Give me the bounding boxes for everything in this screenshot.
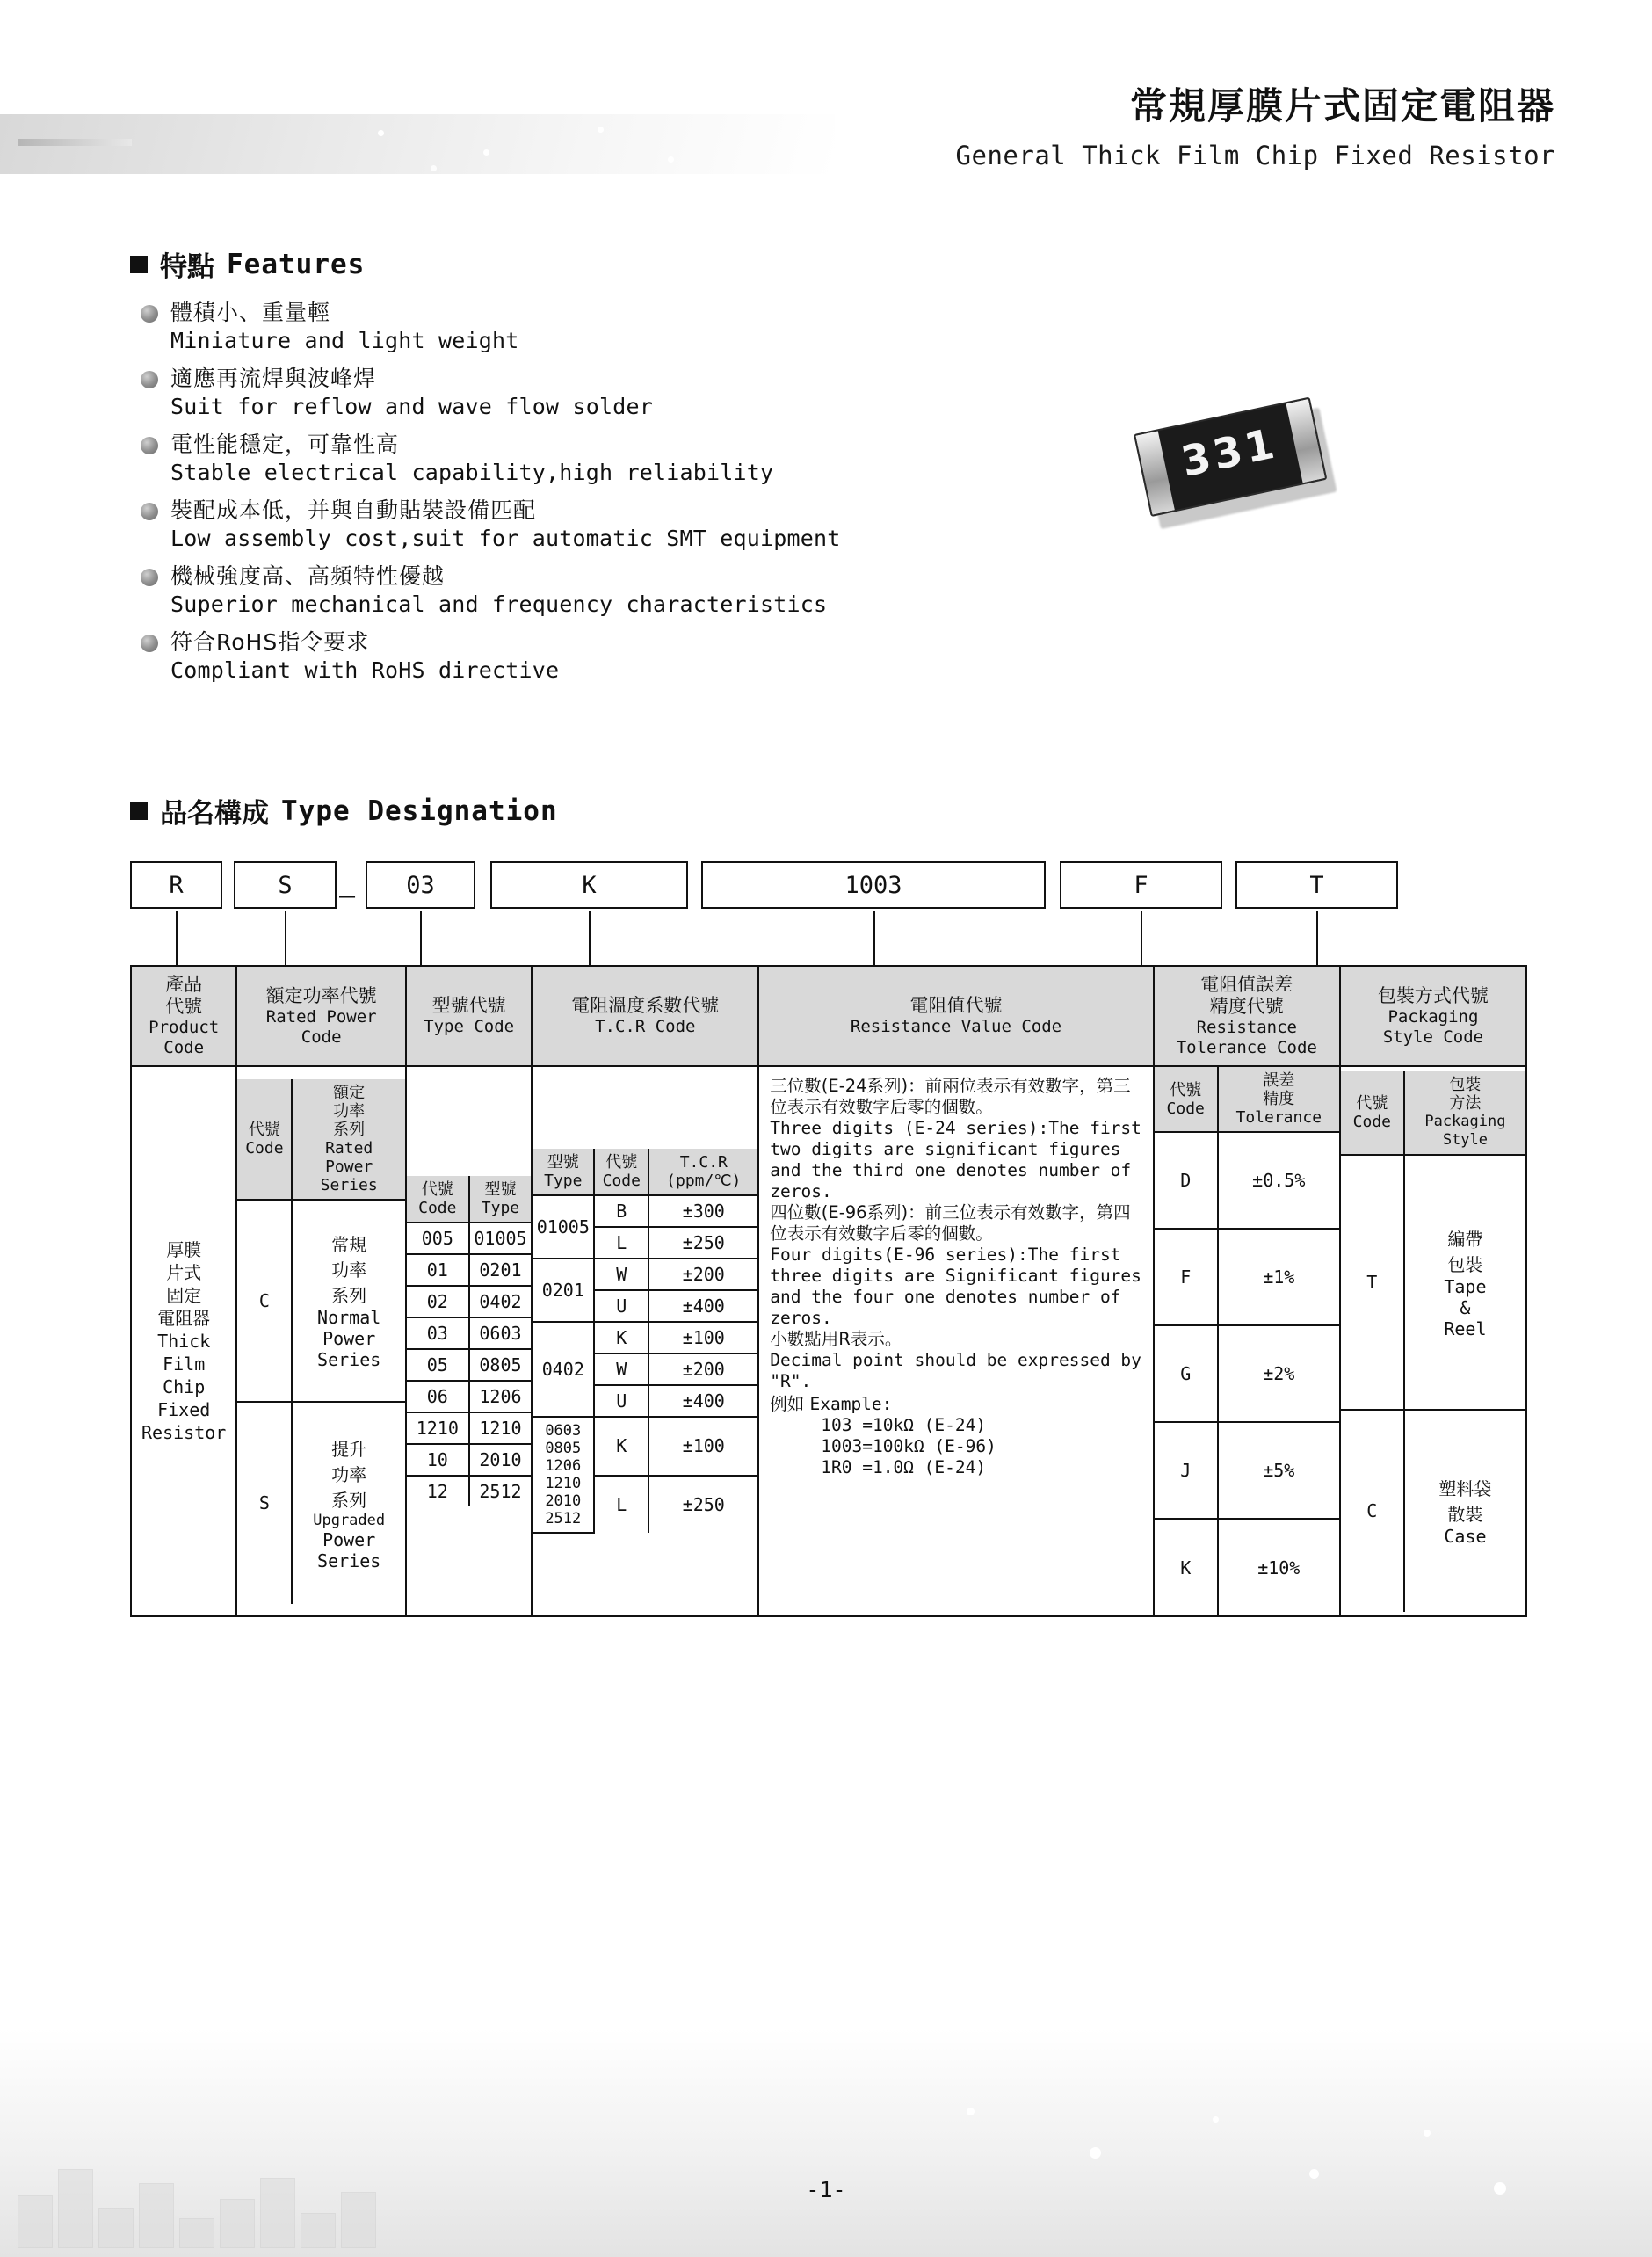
list-item <box>141 299 931 355</box>
cell-tcr: ±100 <box>648 1417 757 1476</box>
round-bullet-icon <box>141 305 158 323</box>
hdr-line: 電阻值代號 <box>909 995 1003 1016</box>
cell-code: J <box>1155 1422 1218 1519</box>
cell-tcr: ±250 <box>648 1227 757 1259</box>
resistor-photo <box>1134 394 1344 537</box>
hdr-line: 包裝方式代號 <box>1377 984 1489 1006</box>
cell-type: 0805 <box>469 1349 532 1381</box>
text-line: T.C.R <box>679 1153 728 1172</box>
text-line: 代號 <box>1170 1080 1202 1099</box>
connector-line <box>1141 911 1142 965</box>
cell-type: 01005 <box>533 1195 594 1259</box>
cell-style <box>1404 1155 1525 1410</box>
text-line: 代號 <box>248 1120 280 1139</box>
text-line: 型號 <box>547 1153 579 1172</box>
cell-code: 05 <box>407 1349 469 1381</box>
table-body-row <box>131 1066 1526 1616</box>
text-line: Series <box>320 1175 378 1194</box>
cell-code: U <box>594 1290 648 1322</box>
header-product-code <box>131 966 236 1066</box>
cell-series <box>292 1402 405 1604</box>
text-line: 散裝 <box>1447 1504 1483 1525</box>
hdr-line: 精度代號 <box>1209 996 1284 1017</box>
text-line: 1206 <box>545 1457 582 1475</box>
cell-code: 10 <box>407 1444 469 1476</box>
cell-code: F <box>1155 1229 1218 1325</box>
list-item <box>141 497 931 553</box>
text-line: Rated <box>325 1138 373 1158</box>
cell-code: 005 <box>407 1223 469 1254</box>
feature-zh: 機械強度高、高頻特性優越 <box>170 563 446 589</box>
text-line: Film <box>163 1353 206 1375</box>
type-code-inner-table <box>407 1176 531 1506</box>
cell-code: 1210 <box>407 1412 469 1444</box>
text-line: 電阻器 <box>157 1308 211 1329</box>
text-line: Fixed <box>157 1399 211 1420</box>
text-line: Series <box>317 1349 381 1370</box>
hdr-line: 電阻值誤差 <box>1200 974 1293 995</box>
text-line: Type <box>481 1199 520 1217</box>
subheader-code <box>1341 1071 1404 1155</box>
features-section-heading <box>130 244 365 284</box>
text-line: Type <box>544 1172 583 1190</box>
text-line: Code <box>1352 1112 1391 1131</box>
text-line: Power <box>322 1328 376 1349</box>
paragraph-zh: 三位數(E-24系列)：前兩位表示有效數字，第三位表示有效數字后零的個數。 <box>770 1076 1131 1117</box>
subheader-code <box>1155 1067 1218 1132</box>
feature-en: Suit for reflow and wave flow solder <box>170 394 654 419</box>
feature-en: Compliant with RoHS directive <box>170 657 560 683</box>
cell-code: K <box>594 1322 648 1353</box>
text-line: (ppm/℃) <box>666 1172 742 1190</box>
feature-en: Superior mechanical and frequency characteristics <box>170 591 828 617</box>
square-bullet-icon <box>130 802 148 820</box>
text-line: 包裝 <box>1449 1075 1482 1094</box>
cell-code: B <box>594 1195 648 1227</box>
text-line: 代號 <box>421 1180 453 1199</box>
text-line: Normal <box>317 1307 381 1328</box>
text-line: Chip <box>163 1376 206 1397</box>
feature-zh: 適應再流焊與波峰焊 <box>170 366 377 391</box>
hdr-line: Rated Power <box>265 1006 377 1027</box>
text-line: 功率 <box>331 1463 367 1485</box>
text-line: 0805 <box>545 1440 582 1457</box>
text-line: 型號 <box>484 1180 517 1199</box>
cell-tcr: ±250 <box>648 1476 757 1533</box>
features-heading-zh: 特點 <box>160 251 214 283</box>
text-line: Case <box>1444 1526 1487 1547</box>
connector-line <box>420 911 422 965</box>
list-item <box>141 365 931 421</box>
text-line: Code <box>1166 1099 1205 1118</box>
text-line: 厚膜 <box>166 1239 202 1260</box>
cell-tcr: ±200 <box>648 1353 757 1385</box>
text-line: 方法 <box>1449 1093 1482 1113</box>
hdr-line: Tolerance Code <box>1176 1038 1317 1057</box>
text-line: 塑料袋 <box>1438 1478 1492 1499</box>
cell-tcr: ±300 <box>648 1195 757 1227</box>
example-line: 1003=100kΩ (E-96) <box>821 1436 996 1456</box>
cell-code: 03 <box>407 1317 469 1349</box>
type-designation-diagram <box>130 861 1527 1617</box>
cell-code: K <box>594 1417 648 1476</box>
code-box-tolerance: F <box>1060 861 1222 909</box>
rated-power-inner-table <box>237 1079 405 1604</box>
subheader-tolerance <box>1218 1067 1339 1132</box>
packaging-inner-table <box>1341 1071 1525 1612</box>
footer-decoration <box>0 2028 1652 2257</box>
text-line: 提升 <box>331 1438 367 1460</box>
text-line: Tolerance <box>1235 1108 1322 1127</box>
text-line: & <box>1460 1296 1471 1318</box>
cell-tolerance: ±5% <box>1218 1422 1339 1519</box>
chip-marking: 331 <box>1177 419 1282 487</box>
round-bullet-icon <box>141 503 158 520</box>
text-line: Upgraded <box>313 1511 386 1529</box>
cell-code: G <box>1155 1325 1218 1422</box>
text-line: Code <box>602 1172 641 1190</box>
subheader-style <box>1404 1071 1525 1155</box>
cell-code: W <box>594 1353 648 1385</box>
feature-en: Low assembly cost,suit for automatic SMT equipment <box>170 526 841 551</box>
connector-lines <box>130 911 1527 965</box>
features-list <box>141 299 931 694</box>
hdr-line: Packaging <box>1388 1006 1479 1027</box>
tcr-inner-table <box>533 1149 757 1534</box>
feature-en: Miniature and light weight <box>170 328 519 353</box>
cell-style <box>1404 1410 1525 1612</box>
cell-series <box>292 1200 405 1402</box>
cell-code: T <box>1341 1155 1404 1410</box>
text-line: Code <box>245 1138 284 1158</box>
code-box-tcr: K <box>490 861 688 909</box>
text-line: Power <box>322 1528 376 1550</box>
cell-type-code-table <box>406 1066 532 1616</box>
dash-separator: — <box>339 881 356 911</box>
text-line: 誤差 <box>1263 1071 1295 1090</box>
list-item <box>141 628 931 685</box>
cell-tcr: ±400 <box>648 1290 757 1322</box>
header-resistance-value-code <box>758 966 1153 1066</box>
cell-type: 01005 <box>469 1223 532 1254</box>
code-box-product: R <box>130 861 222 909</box>
paragraph-zh: 小數點用R表示。 <box>770 1329 902 1349</box>
tolerance-inner-table <box>1155 1067 1339 1615</box>
cell-code: U <box>594 1385 648 1417</box>
round-bullet-icon <box>141 635 158 652</box>
type-heading-en: Type Designation <box>281 795 558 827</box>
cell-tolerance: ±2% <box>1218 1325 1339 1422</box>
cell-rated-power-table <box>236 1066 406 1616</box>
code-box-rated-power: S <box>234 861 337 909</box>
cell-code: S <box>237 1402 292 1604</box>
type-designation-section-heading <box>130 791 558 831</box>
text-line: 代號 <box>605 1153 638 1172</box>
hdr-line: T.C.R Code <box>595 1017 696 1036</box>
cell-tolerance: ±10% <box>1218 1519 1339 1615</box>
cell-code: L <box>594 1476 648 1533</box>
header-decoration-band <box>0 114 835 174</box>
text-line: 編帶 <box>1447 1228 1483 1250</box>
cell-code: 06 <box>407 1381 469 1412</box>
header-rated-power-code <box>236 966 406 1066</box>
page-number: -1- <box>806 2177 846 2203</box>
text-line: 系列 <box>333 1120 366 1139</box>
text-line: Series <box>317 1549 381 1571</box>
square-bullet-icon <box>130 256 148 273</box>
cell-type: 0201 <box>533 1259 594 1322</box>
subheader-code <box>237 1079 292 1200</box>
type-designation-table <box>130 965 1527 1617</box>
cell-code: W <box>594 1259 648 1290</box>
paragraph-zh: 四位數(E-96系列)：前三位表示有效數字，第四位表示有效數字后零的個數。 <box>770 1202 1131 1244</box>
header-type-code <box>406 966 532 1066</box>
connector-line <box>589 911 591 965</box>
cell-tolerance-table <box>1154 1066 1340 1616</box>
code-box-packaging: T <box>1235 861 1398 909</box>
cell-type: 0402 <box>533 1322 594 1417</box>
text-line: 2010 <box>545 1492 582 1510</box>
cell-tcr: ±100 <box>648 1322 757 1353</box>
text-line: Tape <box>1444 1275 1487 1297</box>
subheader-code <box>407 1176 469 1223</box>
cell-type: 0603 <box>469 1317 532 1349</box>
example-label-zh: 例如 <box>770 1394 805 1414</box>
features-heading-en: Features <box>227 248 366 280</box>
example-line: 1R0 =1.0Ω (E-24) <box>821 1457 987 1477</box>
hdr-line: Type Code <box>424 1017 515 1036</box>
cell-code: C <box>237 1200 292 1402</box>
type-heading-zh: 品名構成 <box>160 798 269 830</box>
cell-type: 2512 <box>469 1476 532 1506</box>
text-line: 常規 <box>331 1234 367 1255</box>
header-tcr-code <box>532 966 758 1066</box>
header-tolerance-code <box>1154 966 1340 1066</box>
feature-zh: 電性能穩定，可靠性高 <box>170 432 400 457</box>
cell-type: 0201 <box>469 1254 532 1286</box>
hdr-line: 額定功率代號 <box>265 984 377 1006</box>
text-line: Code <box>418 1199 457 1217</box>
cell-tolerance: ±0.5% <box>1218 1132 1339 1229</box>
code-box-resistance: 1003 <box>701 861 1046 909</box>
hdr-line: 產品 <box>165 974 203 995</box>
paragraph-en: Three digits (E-24 series):The first two digits are significant figures and the third one denotes number of zeros. <box>770 1118 1141 1201</box>
subheader-code <box>594 1149 648 1195</box>
text-line: 功率 <box>331 1259 367 1281</box>
cell-code: D <box>1155 1132 1218 1229</box>
connector-line <box>176 911 178 965</box>
hdr-line: 型號代號 <box>431 995 506 1016</box>
text-line: 系列 <box>331 1489 367 1511</box>
text-line: 代號 <box>1356 1093 1388 1113</box>
hdr-line: Product <box>149 1018 220 1037</box>
feature-zh: 體積小、重量輕 <box>170 300 331 325</box>
subheader-tcr <box>648 1149 757 1195</box>
cell-code: C <box>1341 1410 1404 1612</box>
text-line: 系列 <box>331 1285 367 1306</box>
hdr-line: Code <box>301 1027 342 1047</box>
text-line: 2512 <box>545 1510 582 1528</box>
text-line: 1210 <box>545 1475 582 1492</box>
page-title-zh: 常規厚膜片式固定電阻器 <box>1129 84 1555 127</box>
cell-product-description <box>131 1066 236 1616</box>
cell-type: 2010 <box>469 1444 532 1476</box>
text-line: 功率 <box>333 1101 366 1121</box>
cell-code: 12 <box>407 1476 469 1506</box>
paragraph-en: Four digits(E-96 series):The first three digits are Significant figures and the four one denotes number of zeros. <box>770 1245 1141 1328</box>
hdr-line: Style Code <box>1382 1027 1484 1047</box>
table-header-row <box>131 966 1526 1066</box>
cell-code: 02 <box>407 1286 469 1317</box>
list-item <box>141 431 931 487</box>
text-line: Power <box>325 1157 373 1176</box>
text-line: Thick <box>157 1331 211 1352</box>
hdr-line: Code <box>163 1038 205 1057</box>
round-bullet-icon <box>141 371 158 388</box>
cell-resistance-value-description <box>758 1066 1153 1616</box>
feature-en: Stable electrical capability,high reliability <box>170 460 774 485</box>
cell-packaging-table <box>1340 1066 1526 1616</box>
subheader-type <box>533 1149 594 1195</box>
text-line: 精度 <box>1263 1090 1295 1108</box>
feature-zh: 符合RoHS指令要求 <box>170 629 370 655</box>
hdr-line: Resistance Value Code <box>850 1017 1062 1036</box>
text-line: Resistor <box>141 1422 227 1443</box>
hdr-line: 電阻溫度系數代號 <box>571 995 720 1016</box>
cell-type-group <box>533 1417 594 1533</box>
cell-code: 01 <box>407 1254 469 1286</box>
cell-code: K <box>1155 1519 1218 1615</box>
feature-zh: 裝配成本低，并與自動貼裝設備匹配 <box>170 497 537 523</box>
list-item <box>141 562 931 619</box>
text-line: 固定 <box>166 1285 202 1306</box>
cell-tcr: ±400 <box>648 1385 757 1417</box>
cell-tolerance: ±1% <box>1218 1229 1339 1325</box>
hdr-line: Resistance <box>1196 1018 1297 1037</box>
cell-type: 0402 <box>469 1286 532 1317</box>
text-line: 片式 <box>166 1262 202 1283</box>
text-line: Reel <box>1444 1317 1487 1339</box>
round-bullet-icon <box>141 569 158 586</box>
code-box-type: 03 <box>366 861 475 909</box>
connector-line <box>1316 911 1318 965</box>
connector-line <box>285 911 286 965</box>
cell-code: L <box>594 1227 648 1259</box>
cell-type: 1206 <box>469 1381 532 1412</box>
round-bullet-icon <box>141 437 158 454</box>
connector-line <box>873 911 875 965</box>
paragraph-en: Decimal point should be expressed by "R". <box>770 1350 1141 1391</box>
hdr-line: 代號 <box>165 996 203 1017</box>
cell-tcr: ±200 <box>648 1259 757 1290</box>
subheader-series <box>292 1079 405 1200</box>
example-label-en: Example: <box>809 1394 893 1414</box>
subheader-type <box>469 1176 532 1223</box>
code-boxes-row <box>130 861 1527 911</box>
page-title-en: General Thick Film Chip Fixed Resistor <box>955 141 1555 171</box>
header-packaging-style-code <box>1340 966 1526 1066</box>
cell-type: 1210 <box>469 1412 532 1444</box>
text-line: 0603 <box>545 1422 582 1440</box>
example-line: 103 =10kΩ (E-24) <box>821 1415 987 1435</box>
text-line: 包裝 <box>1447 1253 1483 1275</box>
text-line: 額定 <box>333 1083 366 1102</box>
text-line: Packaging Style <box>1424 1112 1506 1149</box>
cell-tcr-table <box>532 1066 758 1616</box>
